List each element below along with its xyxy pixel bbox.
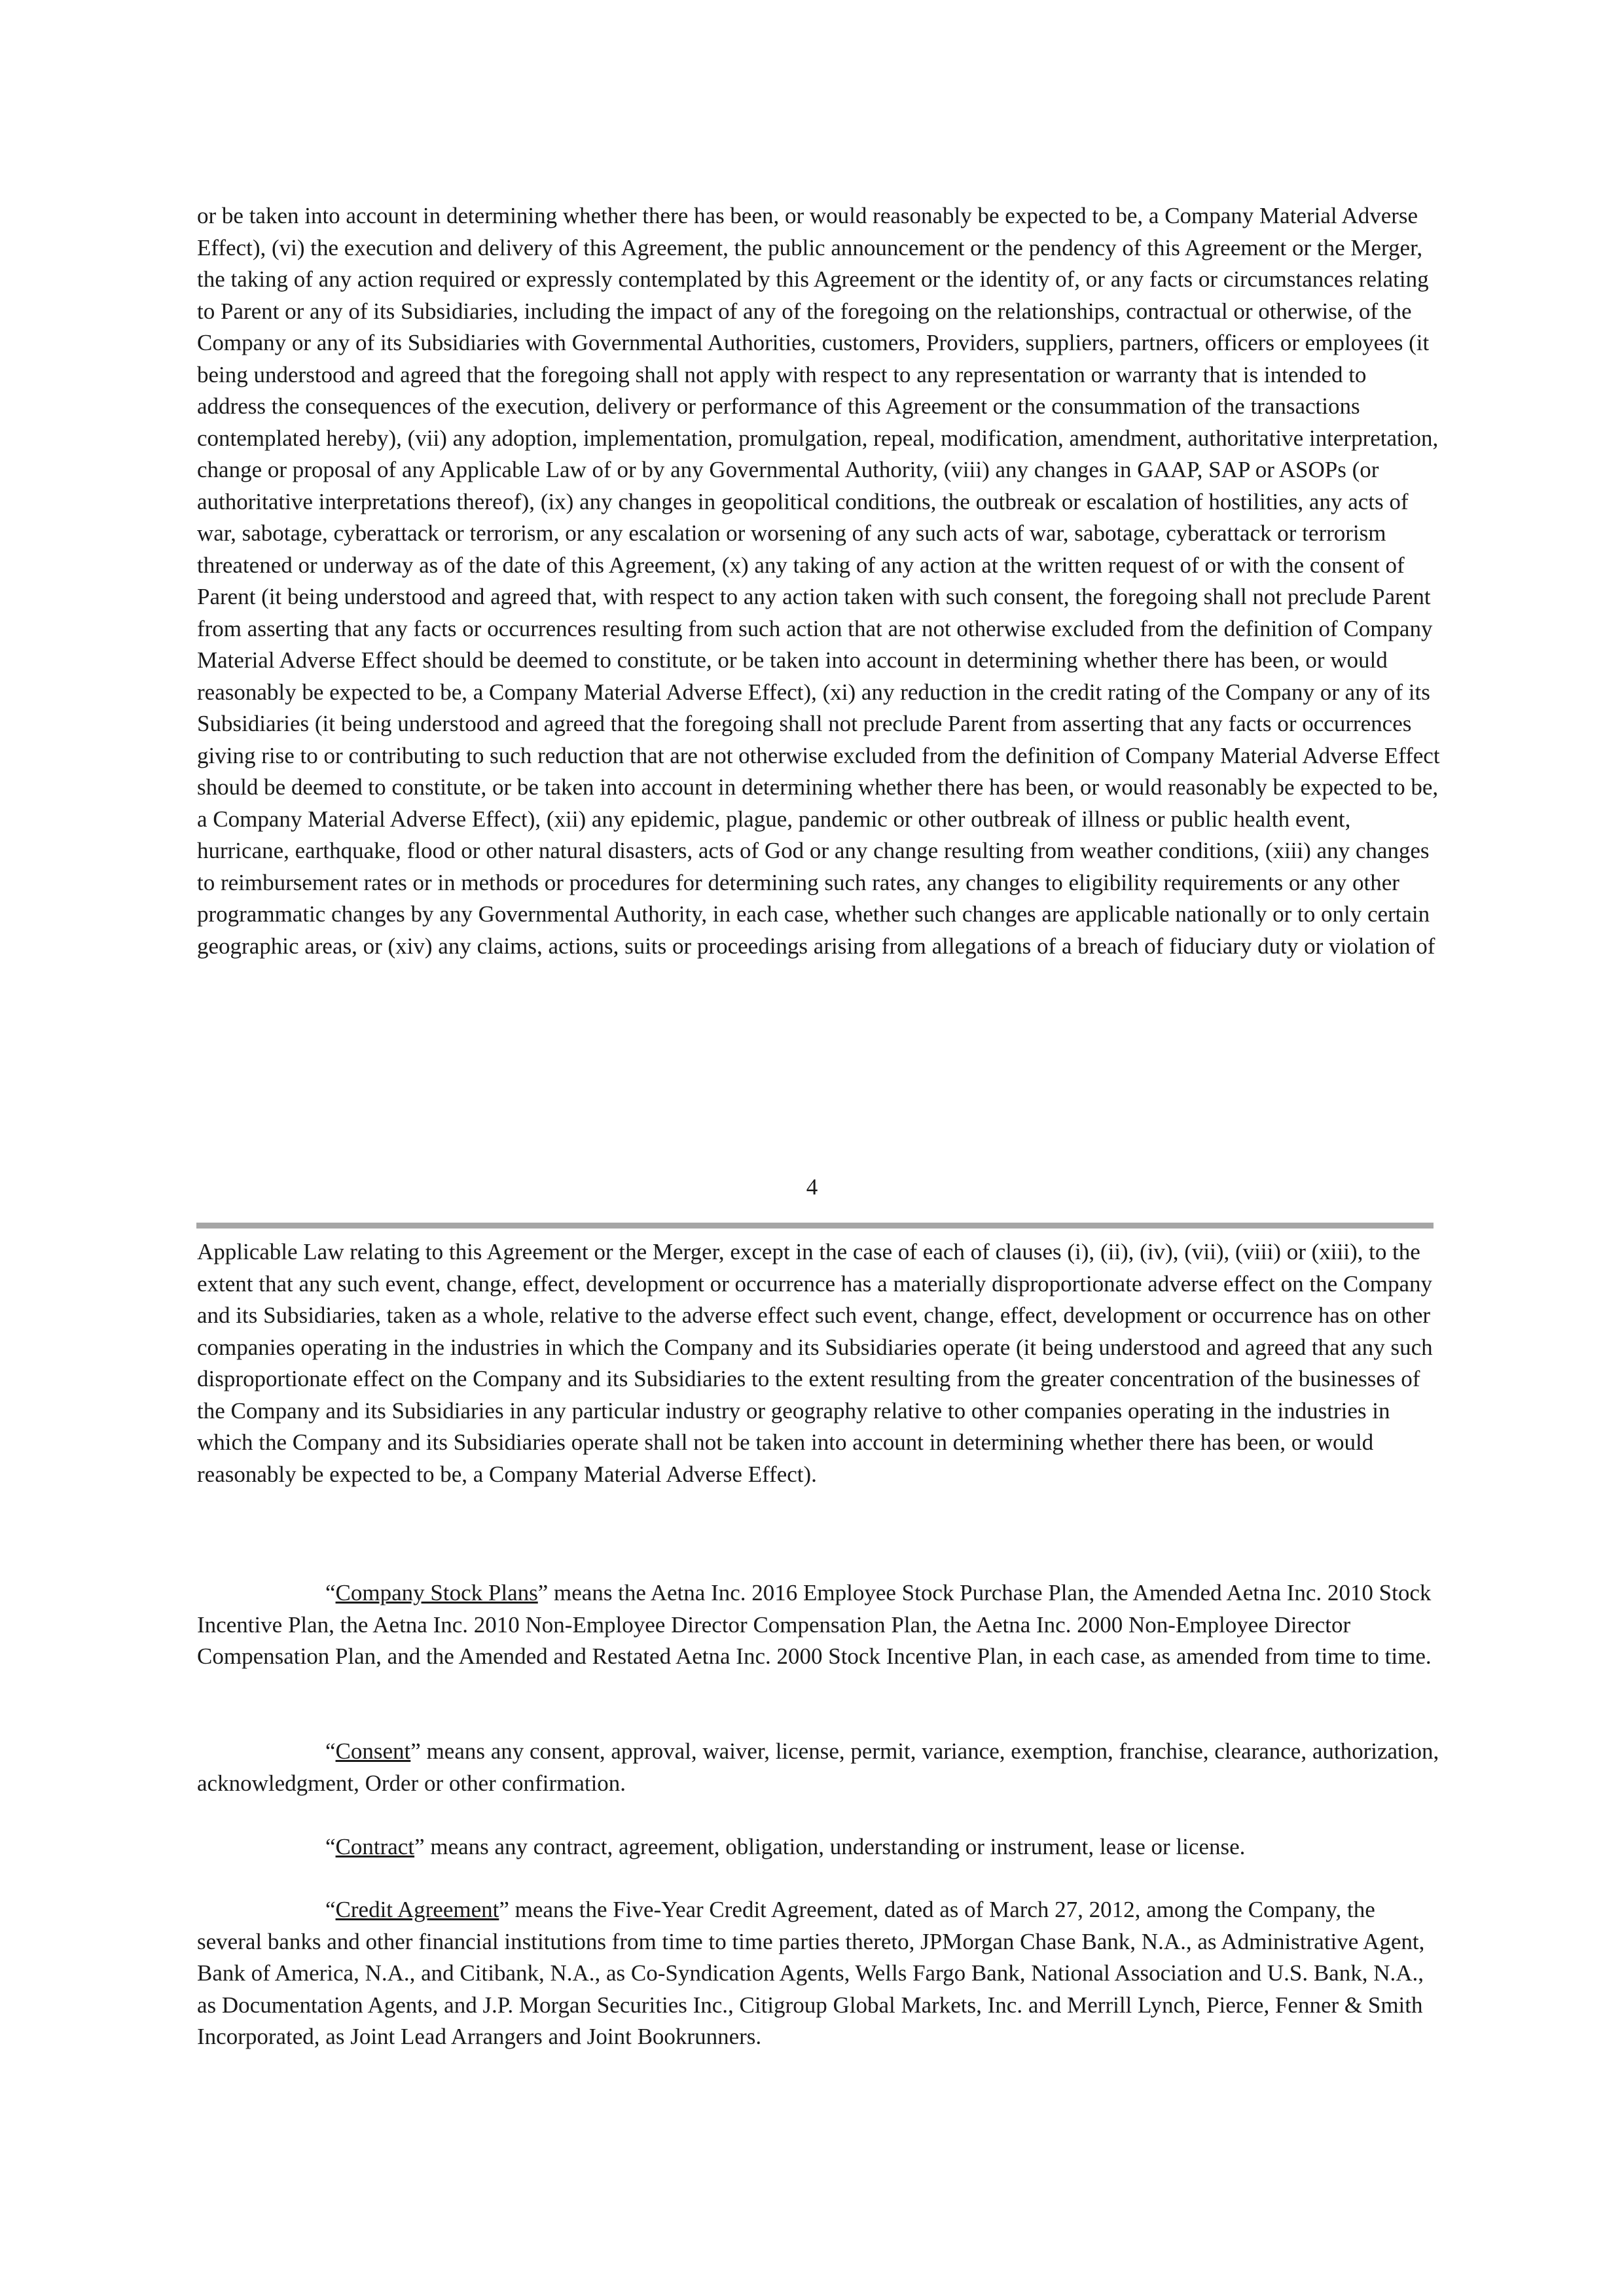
defined-term: Contract [335, 1834, 415, 1859]
definition-body: ” means any consent, approval, waiver, license, permit, variance, exemption, franchise, clearance, authorization, acknowledgment, Order or other confirmation. [197, 1738, 1439, 1796]
definition-contract [197, 1831, 1441, 1863]
defined-term: Consent [335, 1738, 411, 1764]
defined-term: Credit Agreement [335, 1897, 499, 1922]
definition-consent [197, 1736, 1441, 1799]
defined-term: Company Stock Plans [335, 1580, 538, 1605]
open-quote: “ [325, 1738, 336, 1764]
open-quote: “ [325, 1580, 336, 1605]
definition-body: ” means the Five-Year Credit Agreement, dated as of March 27, 2012, among the Company, the several banks and other financial institutions from time to time parties thereto, JPMorgan Chase Bank, N.A., as Administrative Agent, Bank of America, N.A., and Citibank, N.A., as Co-Syndication Agents, Wells Fargo Bank, National Association and U.S. Bank, N.A., as Documentation Agents, and J.P. Morgan Securities Inc., Citigroup Global Markets, Inc. and Merrill Lynch, Pierce, Fenner & Smith Incorporated, as Joint Lead Arrangers and Joint Bookrunners. [197, 1897, 1425, 2049]
definition-body: ” means the Aetna Inc. 2016 Employee Stock Purchase Plan, the Amended Aetna Inc. 2010 Stock Incentive Plan, the Aetna Inc. 2010 Non-Employee Director Compensation Plan, the Aetna Inc. 2000 Non-Employee Director Compensation Plan, and the Amended and Restated Aetna Inc. 2000 Stock Incentive Plan, in each case, as amended from time to time. [197, 1580, 1432, 1669]
open-quote: “ [325, 1834, 336, 1859]
definition-body: ” means any contract, agreement, obligation, understanding or instrument, lease or license. [414, 1834, 1246, 1859]
open-quote: “ [325, 1897, 336, 1922]
continued-paragraph-bottom: Applicable Law relating to this Agreement or the Merger, except in the case of each of clauses (i), (ii), (iv), (vii), (viii) or (xiii), to the extent that any such event, change, effect, development or occurrence has a materially disproportionate adverse effect on the Company and its Subsidiaries, taken as a whole, relative to the adverse effect such event, change, effect, development or occurrence has on other companies operating in the industries in which the Company and its Subsidiaries operate (it being understood and agreed that any such disproportionate effect on the Company and its Subsidiaries to the extent resulting from the greater concentration of the businesses of the Company and its Subsidiaries in any particular industry or geography relative to other companies operating in the industries in which the Company and its Subsidiaries operate shall not be taken into account in determining whether there has been, or would reasonably be expected to be, a Company Material Adverse Effect). [197, 1239, 1433, 1487]
definition-credit-agreement [197, 1894, 1441, 2053]
continued-paragraph-top: or be taken into account in determining whether there has been, or would reasonably be expected to be, a Company Material Adverse Effect), (vi) the execution and delivery of this Agreement, the public announcement or the pendency of this Agreement or the Merger, the taking of any action required or expressly contemplated by this Agreement or the identity of, or any facts or circumstances relating to Parent or any of its Subsidiaries, including the impact of any of the foregoing on the relationships, contractual or otherwise, of the Company or any of its Subsidiaries with Governmental Authorities, customers, Providers, suppliers, partners, officers or employees (it being understood and agreed that the foregoing shall not apply with respect to any representation or warranty that is intended to address the consequences of the execution, delivery or performance of this Agreement or the consummation of the transactions contemplated hereby), (vii) any adoption, implementation, promulgation, repeal, modification, amendment, authoritative interpretation, change or proposal of any Applicable Law of or by any Governmental Authority, (viii) any changes in GAAP, SAP or ASOPs (or authoritative interpretations thereof), (ix) any changes in geopolitical conditions, the outbreak or escalation of hostilities, any acts of war, sabotage, cyberattack or terrorism, or any escalation or worsening of any such acts of war, sabotage, cyberattack or terrorism threatened or underway as of the date of this Agreement, (x) any taking of any action at the written request of or with the consent of Parent (it being understood and agreed that, with respect to any action taken with such consent, the foregoing shall not preclude Parent from asserting that any facts or occurrences resulting from such action that are not otherwise excluded from the definition of Company Material Adverse Effect should be deemed to constitute, or be taken into account in determining whether there has been, or would reasonably be expected to be, a Company Material Adverse Effect), (xi) any reduction in the credit rating of the Company or any of its Subsidiaries (it being understood and agreed that the foregoing shall not preclude Parent from asserting that any facts or occurrences giving rise to or contributing to such reduction that are not otherwise excluded from the definition of Company Material Adverse Effect should be deemed to constitute, or be taken into account in determining whether there has been, or would reasonably be expected to be, a Company Material Adverse Effect), (xii) any epidemic, plague, pandemic or other outbreak of illness or public health event, hurricane, earthquake, flood or other natural disasters, acts of God or any change resulting from weather conditions, (xiii) any changes to reimbursement rates or in methods or procedures for determining such rates, any changes to eligibility requirements or any other programmatic changes by any Governmental Authority, in each case, whether such changes are applicable nationally or to only certain geographic areas, or (xiv) any claims, actions, suits or proceedings arising from allegations of a breach of fiduciary duty or violation of [197, 203, 1440, 959]
page-divider [196, 1223, 1434, 1229]
definition-company-stock-plans [197, 1577, 1441, 1673]
page-number: 4 [806, 1174, 818, 1200]
